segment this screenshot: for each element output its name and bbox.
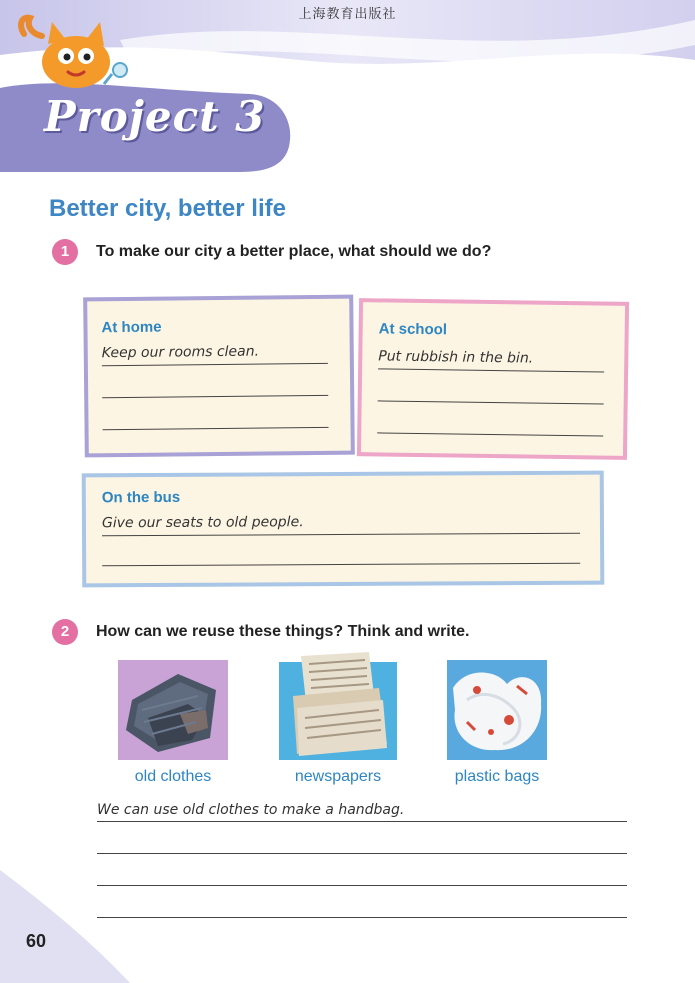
answer-line[interactable] [97,885,627,886]
caption-plastic-bags: plastic bags [454,768,540,785]
corner-decoration [0,870,130,983]
answer-line[interactable] [378,400,604,404]
page-number: 60 [26,931,47,951]
answer-line[interactable] [97,917,627,918]
project-title: Project 3 [44,92,266,141]
section-subtitle: Better city, better life [49,195,286,222]
question-2-prompt: How can we reuse these things? Think and write. [96,623,470,640]
cat-mascot-icon [16,14,136,94]
q2-example-answer: We can use old clothes to make a handbag. [97,802,405,818]
old-clothes-photo [118,660,228,760]
answer-line[interactable] [103,427,329,430]
question-1-badge: 1 [52,239,78,265]
plastic-bags-photo [447,660,547,760]
example-answer: Give our seats to old people. [101,514,304,532]
example-answer: Keep our rooms clean. [101,343,260,362]
answer-line[interactable] [97,853,627,854]
answer-line[interactable] [97,821,627,822]
card-heading: At school [378,320,448,339]
card-at-home [83,295,355,458]
card-on-the-bus [82,471,605,588]
answer-line[interactable] [102,563,580,567]
answer-line[interactable] [377,432,603,436]
example-answer: Put rubbish in the bin. [378,348,534,367]
publisher-name: 上海教育出版社 [298,7,397,22]
newspapers-photo [279,652,397,760]
answer-line[interactable] [102,395,328,398]
answer-line[interactable] [102,363,328,366]
question-1-prompt: To make our city a better place, what should we do? [96,243,492,260]
card-heading: At home [101,318,162,337]
caption-old-clothes: old clothes [134,768,212,785]
answer-line[interactable] [102,533,580,537]
question-2-badge: 2 [52,619,78,645]
card-heading: On the bus [101,488,181,507]
answer-line[interactable] [378,368,604,372]
caption-newspapers: newspapers [294,768,382,785]
card-at-school [357,298,629,460]
